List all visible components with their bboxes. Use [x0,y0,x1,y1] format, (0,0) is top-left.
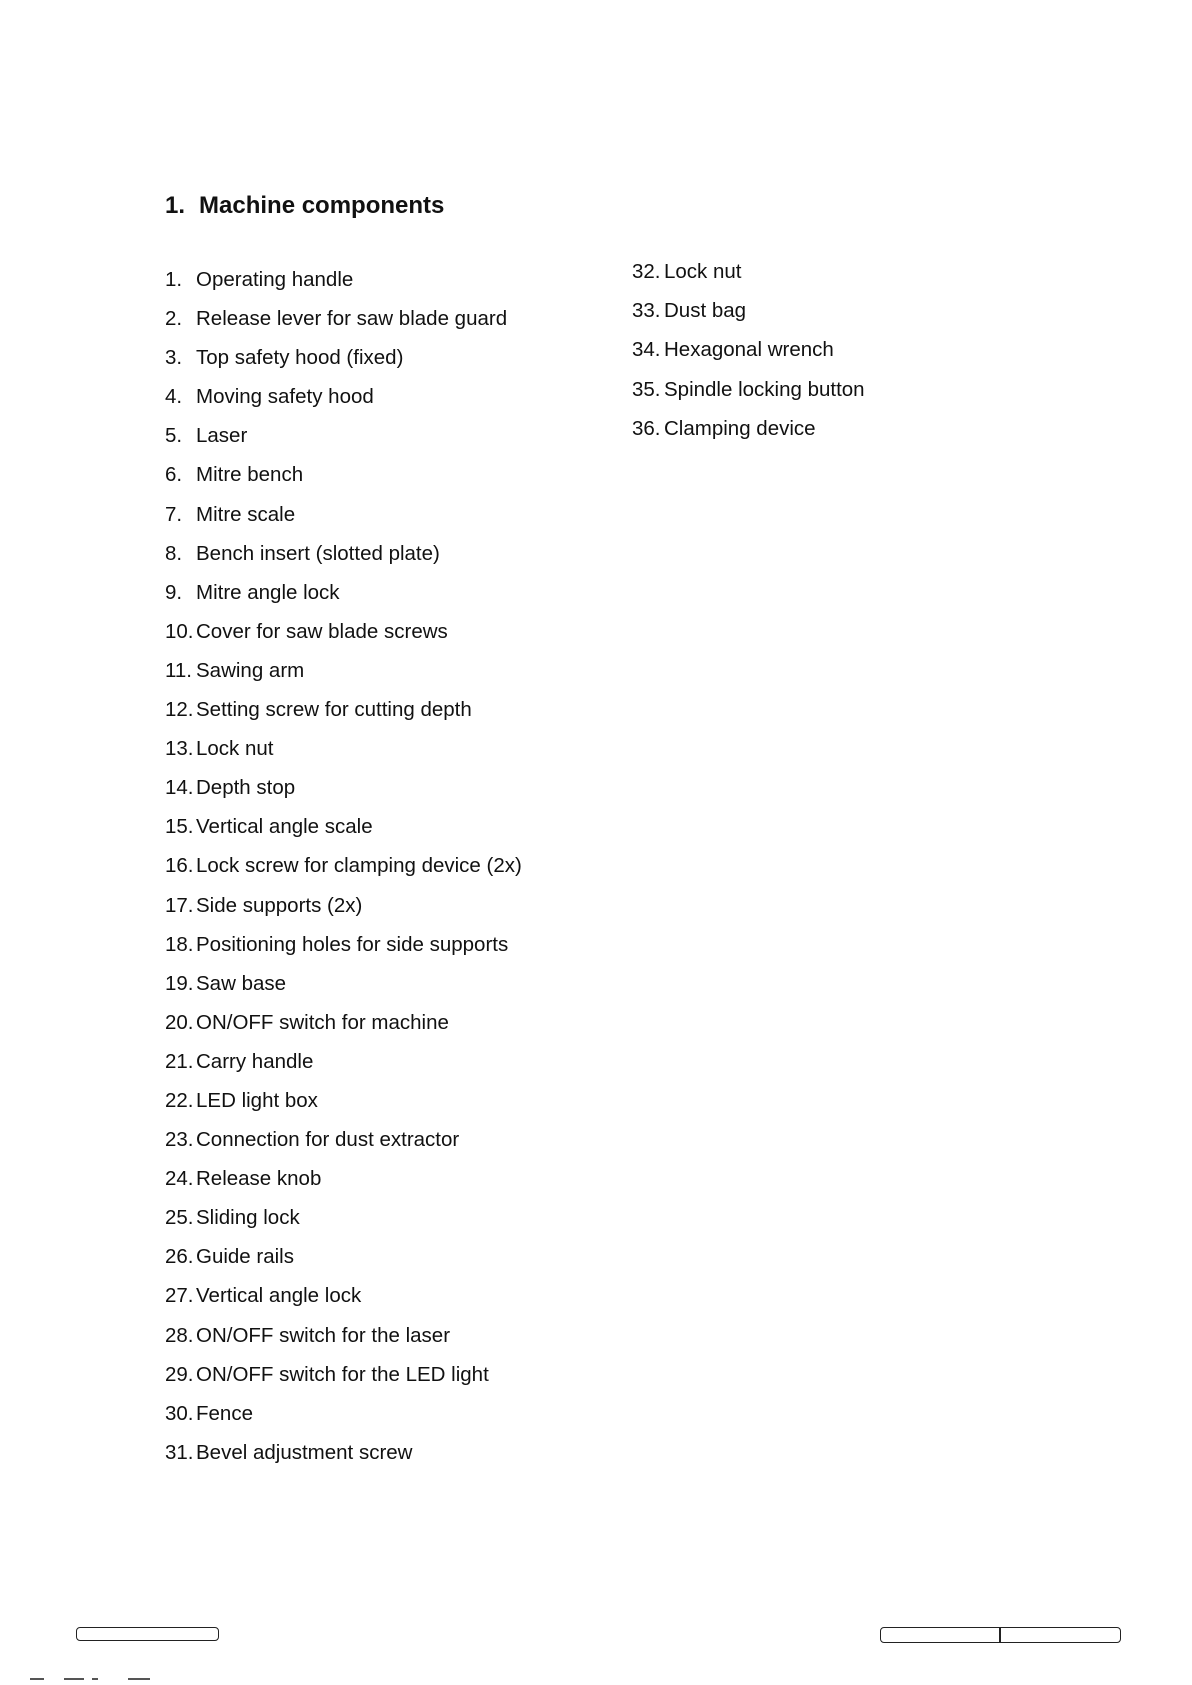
component-number: 14. [165,776,194,800]
component-number: 19. [165,971,194,995]
component-item [165,346,522,385]
component-number: 26. [165,1245,194,1269]
component-number: 4. [165,385,183,409]
component-item [165,972,522,1011]
component-label: ON/OFF switch for the LED light [196,1362,489,1386]
component-item [165,854,522,893]
component-label: Sliding lock [196,1206,300,1230]
component-label: Vertical angle scale [196,815,373,839]
component-label: Laser [196,424,248,448]
component-number: 33. [632,299,661,323]
component-label: Bevel adjustment screw [196,1440,413,1464]
component-item [632,299,865,338]
component-item [165,620,522,659]
component-label: Vertical angle lock [196,1284,362,1308]
component-item [165,463,522,502]
component-label: Release lever for saw blade guard [196,307,508,331]
component-number: 8. [165,541,183,565]
component-number: 5. [165,424,183,448]
component-label: Moving safety hood [196,385,374,409]
component-number: 36. [632,416,661,440]
component-item [632,417,865,456]
component-label: Mitre angle lock [196,580,340,604]
component-item [165,1441,522,1480]
component-item [632,378,865,417]
component-label: LED light box [196,1088,318,1112]
component-number: 12. [165,698,194,722]
component-number: 32. [632,260,661,283]
component-label: Positioning holes for side supports [196,932,509,956]
component-label: Lock nut [664,260,742,283]
component-number: 3. [165,346,183,370]
component-number: 2. [165,307,183,331]
component-item [165,307,522,346]
component-number: 35. [632,377,661,401]
component-label: Top safety hood (fixed) [196,346,404,370]
component-item [165,1206,522,1245]
component-item [165,1284,522,1323]
component-label: Spindle locking button [664,377,865,401]
component-item [165,1128,522,1167]
component-label: Hexagonal wrench [664,338,834,362]
component-number: 27. [165,1284,194,1308]
component-item [165,424,522,463]
component-number: 10. [165,619,194,643]
component-number: 17. [165,893,194,917]
footer-right-box [880,1627,1121,1643]
component-item [165,503,522,542]
component-number: 29. [165,1362,194,1386]
component-label: ON/OFF switch for machine [196,1010,449,1034]
component-item [165,776,522,815]
component-label: Lock screw for clamping device (2x) [196,854,522,878]
component-item [165,1245,522,1284]
component-number: 34. [632,338,661,362]
component-label: Dust bag [664,299,747,323]
component-label: Carry handle [196,1049,314,1073]
component-label: Lock nut [196,737,274,761]
component-number: 13. [165,737,194,761]
component-number: 18. [165,932,194,956]
component-label: Depth stop [196,776,296,800]
component-number: 22. [165,1088,194,1112]
component-item [165,815,522,854]
component-number: 7. [165,502,183,526]
component-number: 30. [165,1401,194,1425]
component-number: 1. [165,268,183,291]
component-number: 21. [165,1049,194,1073]
component-item [632,260,865,299]
component-number: 15. [165,815,194,839]
component-number: 20. [165,1010,194,1034]
component-label: Saw base [196,971,287,995]
component-number: 24. [165,1167,194,1191]
section-heading [165,192,444,220]
component-item [165,1363,522,1402]
page-edge-marks [0,1678,220,1685]
component-label: Mitre scale [196,502,296,526]
footer-left-box [76,1627,219,1641]
component-label: Sawing arm [196,658,305,682]
component-label: Bench insert (slotted plate) [196,541,440,565]
components-list-right [632,260,865,456]
component-number: 9. [165,580,183,604]
component-label: ON/OFF switch for the laser [196,1323,451,1347]
component-label: Side supports (2x) [196,893,363,917]
component-item [165,1167,522,1206]
component-item [165,933,522,972]
component-number: 28. [165,1323,194,1347]
component-item [165,385,522,424]
component-number: 16. [165,854,194,878]
component-item [165,1050,522,1089]
component-label: Setting screw for cutting depth [196,698,472,722]
component-number: 31. [165,1440,194,1464]
component-item [165,1089,522,1128]
component-item [165,698,522,737]
component-item [165,737,522,776]
component-label: Connection for dust extractor [196,1128,460,1152]
footer-right-divider [999,1627,1001,1643]
component-label: Release knob [196,1167,322,1191]
section-number: 1. [165,192,186,219]
component-number: 6. [165,463,183,487]
component-label: Operating handle [196,268,354,291]
component-item [165,894,522,933]
component-item [165,581,522,620]
component-item [632,338,865,377]
component-label: Fence [196,1401,253,1425]
component-item [165,1011,522,1050]
section-title: Machine components [199,192,445,219]
component-number: 23. [165,1128,194,1152]
component-label: Mitre bench [196,463,304,487]
component-label: Guide rails [196,1245,294,1269]
component-item [165,1402,522,1441]
component-number: 25. [165,1206,194,1230]
component-item [165,659,522,698]
component-item [165,542,522,581]
component-number: 11. [165,658,192,682]
component-label: Clamping device [664,416,816,440]
component-item [165,1324,522,1363]
component-item [165,268,522,307]
components-list-left [165,268,522,1480]
component-label: Cover for saw blade screws [196,619,448,643]
